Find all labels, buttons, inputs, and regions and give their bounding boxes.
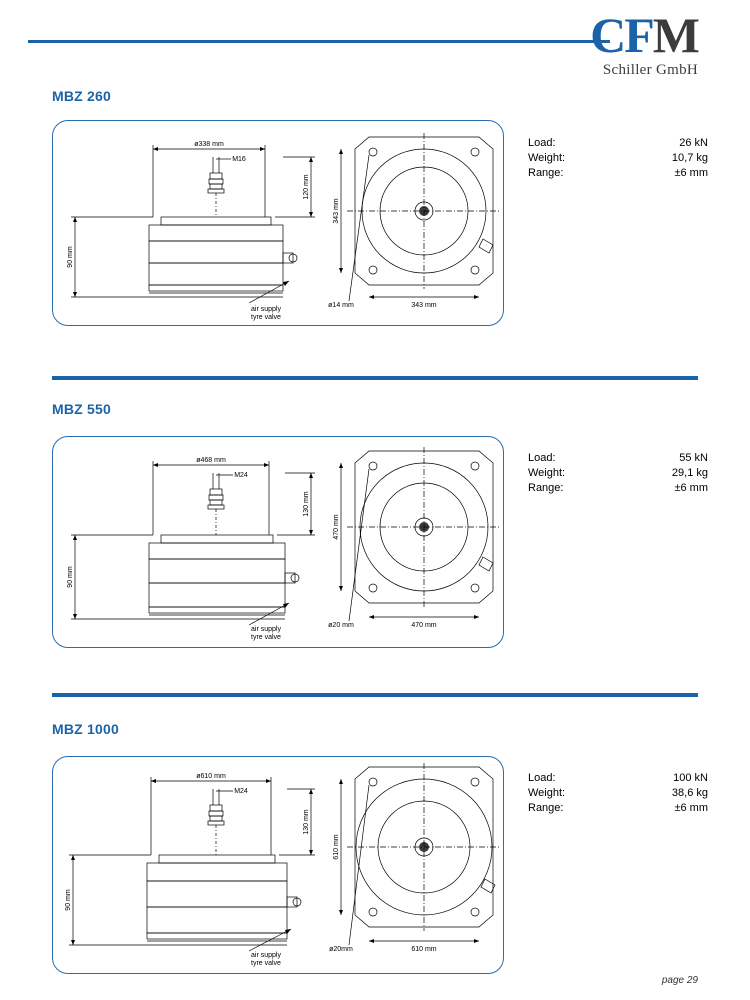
section-title-2: MBZ 550 [52,401,111,417]
section-divider-2 [52,693,698,697]
spec-row-weight-2 [528,467,708,482]
spec-label-load-1: Load: [528,137,556,149]
spec-value-weight-3: 38,6 kg [671,787,708,799]
spec-value-range-3: ±6 mm [674,802,708,814]
spec-value-weight-1: 10,7 kg [671,152,708,164]
logo-mark [590,7,698,63]
dim-plan-width-3: 610 mm [411,946,437,953]
spec-row-weight-3 [528,787,708,802]
dim-height-body-2: 90 mm [67,566,74,588]
dim-height-body-1: 90 mm [67,246,74,268]
company-name: Schiller GmbH [602,62,698,78]
header-rule [28,40,610,43]
note-air-supply-1: air supply [251,306,281,313]
spec-row-range-2 [528,482,708,497]
spec-label-range-2: Range: [528,482,564,494]
dim-diameter-1: ø338 mm [194,141,224,148]
dim-thread-2: M24 [234,472,248,479]
spec-value-load-2: 55 kN [679,452,708,464]
technical-drawing-3 [53,757,503,967]
spec-row-range-1 [528,167,708,182]
note-air-supply-2: air supply [251,626,281,633]
dim-plan-height-1: 343 mm [333,198,340,224]
drawing-panel-1 [52,120,504,326]
spec-label-load-3: Load: [528,772,556,784]
spec-row-load-2 [528,452,708,467]
note-tyre-valve-1: tyre valve [251,314,281,321]
spec-row-weight-1 [528,152,708,167]
section-title-3: MBZ 1000 [52,721,119,737]
page-number: page 29 [661,975,698,986]
spec-label-range-3: Range: [528,802,564,814]
spec-label-load-2: Load: [528,452,556,464]
note-tyre-valve-3: tyre valve [251,960,281,967]
spec-row-load-3 [528,772,708,787]
page-header [0,0,750,92]
company-logo [590,7,698,79]
drawing-panel-2 [52,436,504,648]
spec-table-1 [528,137,708,182]
spec-value-weight-2: 29,1 kg [671,467,708,479]
dim-plan-width-1: 343 mm [411,302,437,309]
dim-diameter-2: ø468 mm [196,457,226,464]
dim-hole-3: ø20mm [329,946,353,953]
dim-plan-width-2: 470 mm [411,622,437,629]
spec-table-3 [528,772,708,817]
logo-letter-f: F [624,7,653,63]
drawing-panel-3 [52,756,504,974]
spec-table-2 [528,452,708,497]
dim-thread-3: M24 [234,788,248,795]
dim-plan-height-3: 610 mm [333,834,340,860]
technical-drawing-2 [53,437,503,641]
spec-value-load-3: 100 kN [673,772,708,784]
spec-row-range-3 [528,802,708,817]
dim-diameter-3: ø610 mm [196,773,226,780]
dim-hole-2: ø20 mm [328,622,354,629]
spec-label-weight-1: Weight: [528,152,566,164]
dim-height-top-3: 130 mm [303,809,310,835]
logo-letter-m: M [652,7,698,63]
section-divider-1 [52,376,698,380]
section-title-1: MBZ 260 [52,88,111,104]
dim-height-body-3: 90 mm [65,889,72,911]
dim-plan-height-2: 470 mm [333,514,340,540]
spec-label-range-1: Range: [528,167,564,179]
spec-value-load-1: 26 kN [679,137,708,149]
logo-letter-c: C [590,7,625,63]
dim-height-top-1: 120 mm [303,174,310,200]
spec-label-weight-3: Weight: [528,787,566,799]
dim-hole-1: ø14 mm [328,302,354,309]
note-air-supply-3: air supply [251,952,281,959]
note-tyre-valve-2: tyre valve [251,634,281,641]
spec-row-load-1 [528,137,708,152]
spec-value-range-2: ±6 mm [674,482,708,494]
dim-thread-1: M16 [232,156,246,163]
technical-drawing-1 [53,121,503,325]
spec-label-weight-2: Weight: [528,467,566,479]
dim-height-top-2: 130 mm [303,491,310,517]
spec-value-range-1: ±6 mm [674,167,708,179]
